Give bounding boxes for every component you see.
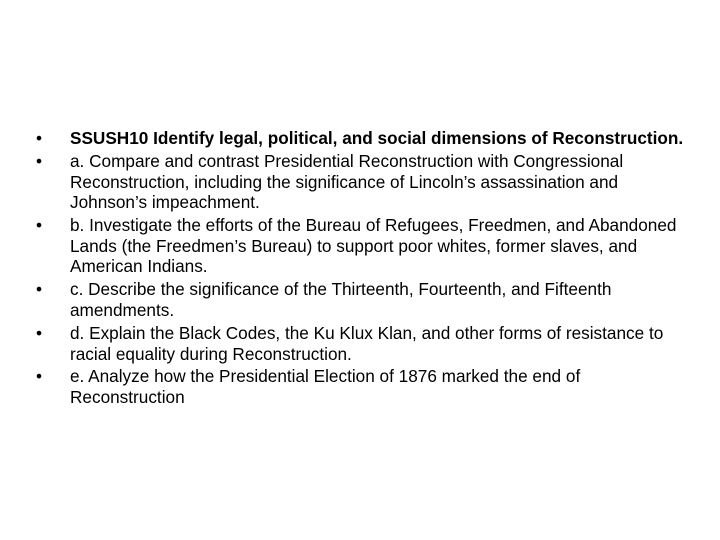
bullet-item-c xyxy=(36,279,686,320)
standard-heading-text: SSUSH10 Identify legal, political, and social dimensions of Reconstruction. xyxy=(70,128,684,148)
bullet-text-d: d. Explain the Black Codes, the Ku Klux Klan, and other forms of resistance to racial equality during Reconstruction. xyxy=(70,322,664,364)
bullet-text-e: e. Analyze how the Presidential Election of 1876 marked the end of Reconstruction xyxy=(70,366,581,408)
bullet-item-d xyxy=(36,323,686,364)
bullet-text-c: c. Describe the significance of the Thirteenth, Fourteenth, and Fifteenth amendments. xyxy=(70,279,612,320)
bullet-marker-icon: • xyxy=(36,366,43,387)
bullet-marker-icon: • xyxy=(36,128,43,148)
bullet-item-standard xyxy=(36,128,686,149)
bullet-item-e xyxy=(36,366,686,407)
bullet-marker-icon: • xyxy=(36,150,43,171)
bullet-text-b: b. Investigate the efforts of the Bureau of Refugees, Freedmen, and Abandoned Lands (the Freedmen’s Bureau) to support poor whites, former slaves, and American Indians. xyxy=(70,215,677,277)
standards-bullet-list xyxy=(36,128,686,410)
bullet-text-a: a. Compare and contrast Presidential Reconstruction with Congressional Reconstruction, including the significance of Lincoln’s assassination and Johnson’s impeachment. xyxy=(70,150,624,213)
bullet-marker-icon: • xyxy=(36,215,43,236)
bullet-marker-icon: • xyxy=(36,322,43,343)
bullet-item-a xyxy=(36,151,686,213)
bullet-marker-icon: • xyxy=(36,279,43,300)
bullet-item-b xyxy=(36,215,686,277)
